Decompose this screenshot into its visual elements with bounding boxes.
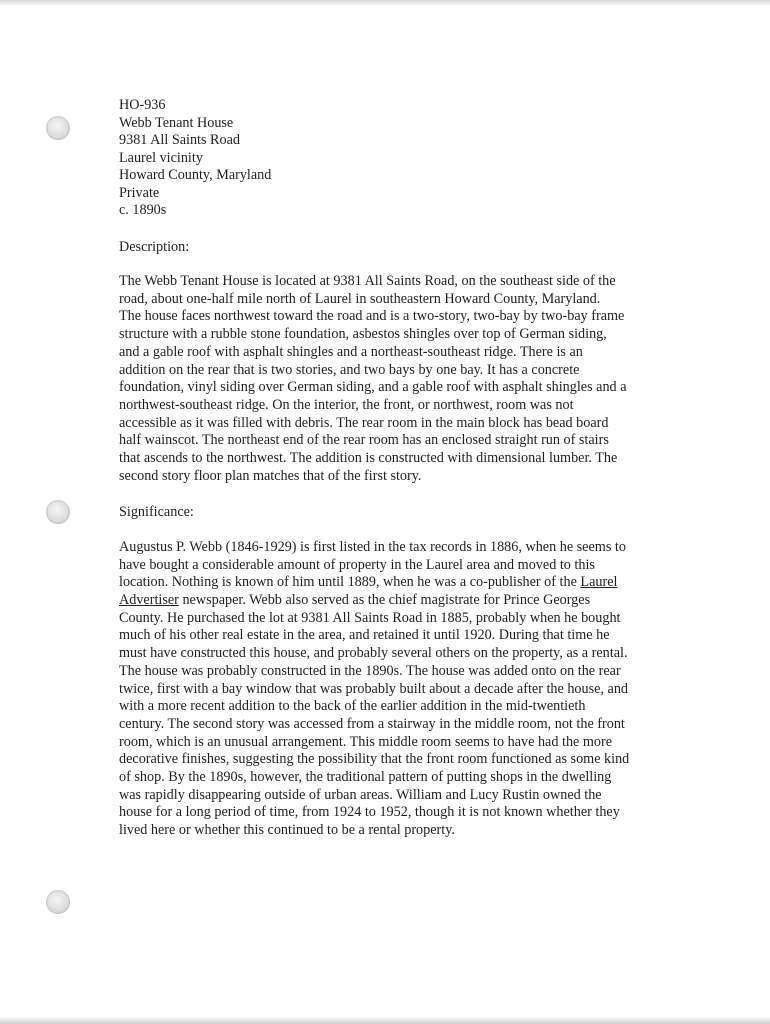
description-line: addition on the rear that is two stories, and two bays by one bay. It has a concrete [119, 361, 580, 378]
significance-line: century. The second story was accessed from a stairway in the middle room, not the front [119, 715, 625, 732]
description-line: road, about one-half mile north of Laurel in southeastern Howard County, Maryland. [119, 290, 601, 307]
significance-paragraph [119, 539, 659, 840]
description-heading: Description: [119, 238, 190, 255]
page-bottom-edge [0, 1016, 770, 1024]
description-line: The Webb Tenant House is located at 9381 All Saints Road, on the southeast side of the [119, 273, 616, 289]
significance-text: location. Nothing is known of him until 1889, when he was a co-publisher of the [119, 574, 581, 591]
significance-text: newspaper. Webb also served as the chief magistrate for Prince Georges [178, 592, 591, 609]
description-line: The house faces northwest toward the road and is a two-story, two-bay by two-bay frame [119, 308, 625, 325]
property-vicinity: Laurel vicinity [119, 149, 203, 166]
significance-line: of shop. By the 1890s, however, the traditional pattern of putting shops in the dwelling [119, 769, 612, 786]
description-line: second story floor plan matches that of the first story. [119, 467, 422, 484]
description-line: and a gable roof with asphalt shingles and a northeast-southeast ridge. There is an [119, 343, 583, 360]
newspaper-title-part2: Advertiser [119, 592, 179, 609]
inventory-number: HO-936 [119, 97, 166, 113]
document-content [119, 97, 659, 840]
property-ownership: Private [119, 184, 160, 201]
significance-heading: Significance: [119, 504, 194, 521]
property-header [119, 97, 659, 220]
description-line: structure with a rubble stone foundation, asbestos shingles over top of German siding, [119, 326, 607, 343]
description-paragraph [119, 273, 659, 485]
binder-hole-bottom [46, 890, 70, 914]
significance-line [119, 592, 659, 610]
description-line: northwest-southeast ridge. On the interior, the front, or northwest, room was not [119, 396, 574, 413]
significance-line: have bought a considerable amount of property in the Laurel area and moved to this [119, 556, 595, 573]
binder-hole-middle [46, 500, 70, 524]
property-county: Howard County, Maryland [119, 167, 272, 183]
significance-line: twice, first with a bay window that was probably built about a decade after the house, and [119, 680, 629, 697]
significance-line: must have constructed this house, and probably several others on the property, as a rental. [119, 645, 628, 662]
significance-line: with a more recent addition to the back of the earlier addition in the mid-twentieth [119, 698, 586, 715]
property-name: Webb Tenant House [119, 114, 234, 131]
description-line: half wainscot. The northeast end of the rear room has an enclosed straight run of stairs [119, 432, 609, 449]
significance-line: The house was probably constructed in the 1890s. The house was added onto on the rear [119, 662, 621, 679]
significance-line: room, which is an unusual arrangement. This middle room seems to have had the more [119, 733, 613, 750]
binder-hole-top [46, 116, 70, 140]
description-line: foundation, vinyl siding over German siding, and a gable roof with asphalt shingles and a [119, 379, 627, 396]
newspaper-title-part1: Laurel [580, 574, 618, 591]
description-line: that ascends to the northwest. The addition is constructed with dimensional lumber. The [119, 450, 618, 467]
significance-line: house for a long period of time, from 1924 to 1952, though it is not known whether they [119, 804, 620, 821]
significance-line: County. He purchased the lot at 9381 All Saints Road in 1885, probably when he bought [119, 609, 621, 626]
property-date: c. 1890s [119, 202, 167, 218]
significance-line [119, 574, 659, 592]
significance-line: lived here or whether this continued to be a rental property. [119, 822, 455, 839]
description-line: accessible as it was filled with debris. The rear room in the main block has bead board [119, 414, 609, 431]
significance-line: much of his other real estate in the area, and retained it until 1920. During that time he [119, 627, 610, 644]
property-address: 9381 All Saints Road [119, 132, 240, 148]
significance-line: decorative finishes, suggesting the possibility that the front room functioned as some kind [119, 751, 630, 768]
significance-line: was rapidly disappearing outside of urban areas. William and Lucy Rustin owned the [119, 786, 602, 803]
significance-line: Augustus P. Webb (1846-1929) is first listed in the tax records in 1886, when he seems to [119, 538, 626, 555]
page-top-edge [0, 0, 770, 6]
